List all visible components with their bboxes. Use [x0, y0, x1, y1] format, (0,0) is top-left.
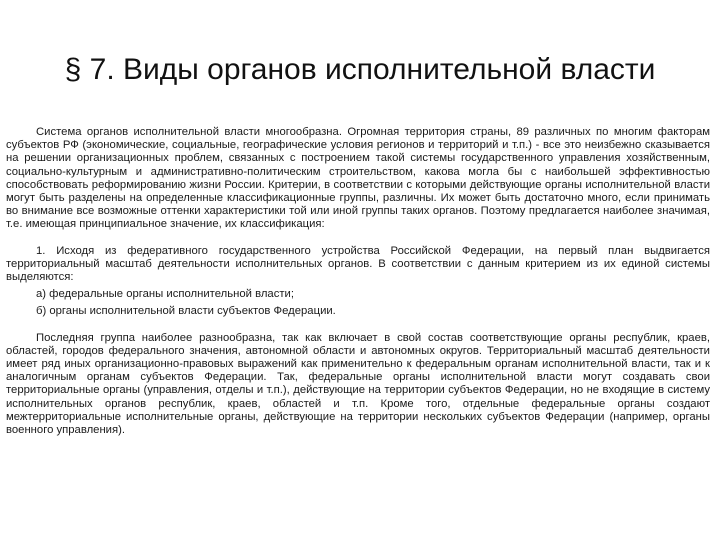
page-title: § 7. Виды органов исполнительной власти [64, 53, 656, 86]
list-item-a: а) федеральные органы исполнительной власти; [36, 288, 294, 301]
paragraph-regional-bodies: Последняя группа наиболее разнообразна, так как включает в свой состав соответствующие органы республик, краев, областей, городов федерального значения, автономной области и автономных округов. Территориальный масштаб деятельности имеет ряд иных организационно-правовых выражений как применительно к федеральным органам исполнительной власти, так и к аналогичным органам субъектов Федерации. Так, федеральные органы исполнительной власти могут создавать свои территориальные органы (управления, отделы и т.п.), действующие на территории субъектов Федерации, но не входящие в систему исполнительных органов республик, краев, областей и т.п. Кроме того, отдельные федеральные органы создают межтерриториальные исполнительные органы, действующие на территории нескольких субъектов Федерации (например, органы военного управления). [6, 331, 710, 437]
paragraph-intro: Система органов исполнительной власти многообразна. Огромная территория страны, 89 различных по многим факторам субъектов РФ (экономические, социальные, географические условия регионов и территорий и т.п.) - все это неизбежно сказывается на решении организационных проблем, связанных с построением такой системы государственного управления хозяйственным, социально-культурным и административно-политическим строительством, какова могла бы с наибольшей эффективностью способствовать реформированию жизни России. Критерии, в соответствии с которыми действующие органы исполнительной власти могут быть разделены на определенные классификационные группы, различны. Их может быть достаточно много, если принимать во внимание все возможные оттенки характеристики той или иной группы таких органов. Поэтому предлагается наиболее значимая, т.е. имеющая принципиальное значение, их классификация: [6, 126, 710, 231]
body-text [6, 126, 710, 437]
paragraph-criterion-1: 1. Исходя из федеративного государственного устройства Российской Федерации, на первый план выдвигается территориальный масштаб деятельности исполнительных органов. В соответствии с данным критерием из их единой системы выделяются: [6, 244, 710, 284]
list-item-b: б) органы исполнительной власти субъектов Федерации. [36, 305, 336, 318]
